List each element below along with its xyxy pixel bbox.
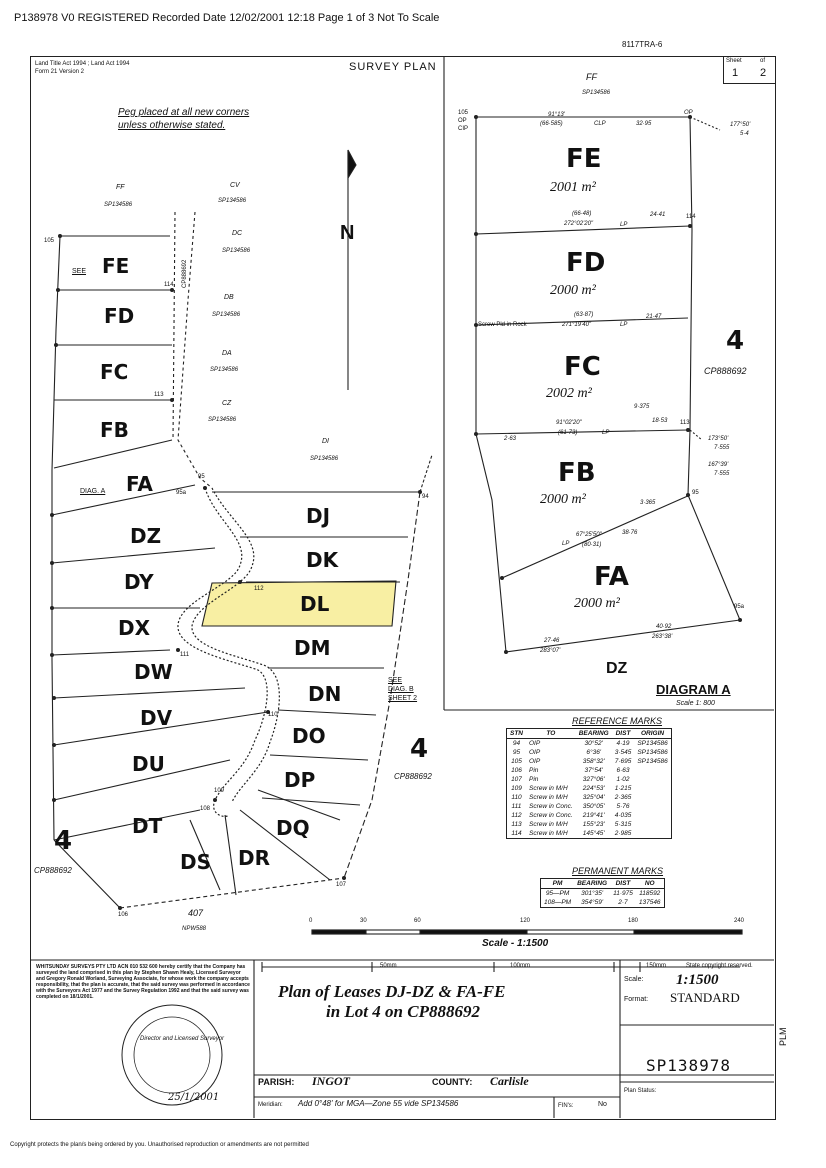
ref-cell: 155°23'	[582, 821, 605, 828]
scale-tick-30: 30	[360, 918, 367, 924]
diag-lot-fb: FB	[558, 458, 596, 488]
dim-lp1: LP	[620, 222, 628, 228]
plan-title-line2: in Lot 4 on CP888692	[326, 1002, 480, 1021]
ref-cell: SP134586	[637, 740, 668, 747]
lot-dj: DJ	[306, 504, 331, 528]
parish-label: PARISH:	[258, 1077, 295, 1087]
lot-du: DU	[132, 752, 165, 776]
diag-area-fc: 2002 m²	[546, 386, 592, 401]
adjoin-da-plan: SP134586	[210, 367, 239, 373]
dim-16739: 167°39'	[708, 462, 729, 468]
stn-94: 94	[422, 494, 429, 500]
dim-1853: 18·53	[652, 418, 668, 424]
signed-date: 25/1/2001	[168, 1092, 220, 1103]
road-number: 407	[188, 908, 204, 918]
dim-54: 5·4	[740, 131, 749, 137]
cp-label-left: CP888692	[34, 866, 72, 875]
ref-marks-title: REFERENCE MARKS	[572, 716, 663, 726]
dim-lp3: LP	[602, 430, 610, 436]
lot-fd: FD	[104, 304, 135, 328]
meridian-label: Meridian:	[258, 1102, 283, 1108]
dim-7555a: 7·555	[714, 445, 730, 451]
road-cp-label: CP888692	[182, 259, 188, 288]
dim-fa-bearing: 67°25'50"	[576, 532, 602, 538]
lot-dx: DX	[118, 616, 151, 640]
ref-cell: 219°41'	[582, 812, 605, 819]
ref-cell	[634, 820, 671, 829]
stn-113: 113	[154, 392, 164, 398]
dim-op: OP	[684, 110, 693, 116]
ref-col-stn: STN	[507, 729, 527, 739]
ref-cell: Pin	[529, 776, 539, 783]
fins-label: FIN's:	[558, 1103, 574, 1109]
adjoin-cz-plan: SP134586	[208, 417, 237, 423]
dim-9375: 9·375	[634, 404, 650, 410]
meridian-value: Add 0°48' for MGA—Zone 55 vide SP134586	[298, 1099, 459, 1108]
ref-row	[507, 784, 672, 793]
lot-dy: DY	[124, 570, 154, 594]
format-field-label: Format:	[624, 996, 649, 1003]
ref-cell: 5·76	[616, 803, 630, 810]
ref-cell: 5·315	[614, 821, 632, 828]
dim-fe-fd: (66·48)	[572, 211, 592, 217]
ruler-100mm: 100mm	[510, 963, 531, 969]
diag-lot-4: 4	[726, 326, 745, 356]
ref-cell: 1·02	[616, 776, 630, 783]
reference-marks-table	[506, 728, 672, 839]
perm-col-dist: DIST	[610, 879, 636, 889]
signature-line: Director and Licensed Surveyor	[140, 1036, 225, 1042]
ref-code: 8117TRA-6	[622, 40, 663, 49]
perm-cell: 301°35'	[581, 890, 604, 897]
plan-number: SP138978	[646, 1056, 732, 1075]
stn-107: 107	[336, 882, 347, 888]
ref-cell	[634, 802, 671, 811]
lot-dp: DP	[284, 768, 316, 792]
stn-109: 109	[214, 788, 225, 794]
form-line: Form 21 Version 2	[35, 69, 85, 75]
ref-cell: 327°06'	[582, 776, 605, 783]
ref-cell: 106	[511, 767, 522, 774]
scale-label: Scale - 1:1500	[482, 938, 549, 949]
diagram-a-scale: Scale 1: 800	[676, 700, 715, 707]
acts-line: Land Title Act 1994 ; Land Act 1994	[35, 61, 130, 67]
format-field-value: STANDARD	[670, 990, 740, 1005]
sheet-total: 2	[760, 67, 767, 79]
lot-ds: DS	[180, 850, 212, 874]
stn-112: 112	[254, 586, 264, 592]
ref-cell: 112	[511, 812, 522, 819]
perm-col-bearing: BEARING	[574, 879, 610, 889]
ref-row	[507, 802, 672, 811]
dim-2441: 24·41	[650, 212, 666, 218]
diag-stn-105: 105	[458, 110, 469, 116]
ref-row	[507, 757, 672, 766]
diag-stn-95: 95	[692, 490, 699, 496]
perm-cell: 137546	[638, 899, 661, 906]
perm-row	[541, 898, 665, 908]
dim-17750: 177°50'	[730, 122, 751, 128]
scale-tick-60: 60	[414, 918, 421, 924]
ref-cell: 6·63	[616, 767, 630, 774]
ref-cell: 37°54'	[584, 767, 603, 774]
adjoin-db-lot: DB	[224, 294, 234, 301]
lot-dk: DK	[306, 548, 339, 572]
ref-row	[507, 775, 672, 784]
sheet-no: 1	[732, 67, 739, 79]
registration-line: P138978 V0 REGISTERED Recorded Date 12/02/2001 12:18 Page 1 of 3 Not To Scale	[14, 12, 440, 24]
adjoin-di-plan: SP134586	[310, 456, 339, 462]
perm-col-no: NO	[636, 879, 664, 889]
lot-fb: FB	[100, 418, 129, 442]
ref-cell: 111	[511, 803, 522, 810]
dim-fc-fb-bearing: 91°02'20"	[556, 420, 582, 426]
fins-value: No	[598, 1101, 607, 1108]
diag-area-fb: 2000 m²	[540, 492, 586, 507]
stn-110: 110	[268, 712, 278, 718]
lot-dm: DM	[294, 636, 331, 660]
diag-lot-fa: FA	[594, 562, 629, 592]
perm-col-pm: PM	[541, 879, 575, 889]
lot-dq: DQ	[276, 816, 310, 840]
ref-cell	[634, 775, 671, 784]
ref-cell	[634, 793, 671, 802]
ref-cell: 94	[512, 740, 521, 747]
lot-do: DO	[292, 724, 326, 748]
adjoin-dc-plan: SP134586	[222, 248, 251, 254]
ref-cell: OIP	[529, 749, 541, 756]
ref-col-to: TO	[526, 729, 576, 739]
scale-field-value: 1:1500	[676, 972, 719, 988]
lot-fe: FE	[102, 254, 130, 278]
adjoin-dc-lot: DC	[232, 230, 243, 237]
diag-a-ref: DIAG. A	[80, 488, 106, 495]
perm-cell: 11·975	[613, 890, 633, 897]
surveyor-certificate: WHITSUNDAY SURVEYS PTY LTD ACN 010 532 600 hereby certify that the Company has surveyed the land comprised in this plan by Stephen Shawn Healy, Licensed Surveyor and Gregory Ronald Worland, Surveying Associate, for whose work the company accepts responsibility, that the plan is accurate, that the said survey was performed in accordance with the Surveyors Act 1977 and the Survey Regulation 1992 and that the said survey was completed on 18/1/2001.	[36, 964, 250, 1000]
diag-area-fd: 2000 m²	[550, 283, 596, 298]
ref-cell: SP134586	[637, 749, 668, 756]
ref-cell: 358°32'	[582, 758, 605, 765]
adjoin-db-plan: SP134586	[212, 312, 241, 318]
lot-dl: DL	[300, 592, 330, 616]
ref-cell: 325°04'	[582, 794, 605, 801]
ref-cell: 109	[511, 785, 522, 792]
ref-cell: 113	[511, 821, 522, 828]
perm-row	[541, 889, 665, 899]
ref-row	[507, 766, 672, 775]
ref-cell: 2·985	[614, 830, 632, 837]
ref-cell: Pin	[529, 767, 539, 774]
ref-row	[507, 829, 672, 839]
dim-fd-fc-bearing: 271°19'40"	[562, 322, 592, 328]
diag-stn-op: OP	[458, 118, 467, 124]
ref-cell: 3·545	[614, 749, 632, 756]
lot-fc: FC	[100, 360, 129, 384]
ref-row	[507, 793, 672, 802]
lot-fa: FA	[126, 472, 153, 496]
adjoin-cv-plan: SP134586	[218, 198, 247, 204]
permanent-marks-table	[540, 878, 665, 908]
adjoin-cz-lot: CZ	[222, 400, 232, 407]
lot-dv: DV	[140, 706, 173, 730]
ruler-50mm: 50mm	[380, 963, 397, 969]
stn-95: 95	[198, 474, 205, 480]
diag-lot-fe: FE	[566, 144, 602, 174]
ref-cell: 6°36'	[586, 749, 602, 756]
copyright-footer: Copyright protects the plan/s being ordered by you. Unauthorised reproduction or amendments are not permitted	[10, 1142, 309, 1148]
ref-cell: Screw in M/H	[529, 830, 568, 837]
diag-area-fa: 2000 m²	[574, 596, 620, 611]
ref-cell: 95	[512, 749, 521, 756]
dim-4092: 40·92	[656, 624, 672, 630]
dim-top-clp: CLP	[594, 121, 606, 127]
ref-row	[507, 748, 672, 757]
diagram-a-title: DIAGRAM A	[656, 682, 731, 697]
ref-cell	[634, 784, 671, 793]
dim-lp2: LP	[620, 322, 628, 328]
ref-cell	[634, 766, 671, 775]
ref-row	[507, 739, 672, 749]
dim-screw: Screw Pld in Rock	[478, 322, 527, 328]
dim-fc-fb-dist: (61·73)	[558, 430, 578, 436]
ref-cell: 114	[511, 830, 522, 837]
ref-cell: Screw in M/H	[529, 785, 568, 792]
perm-cell: 118592	[639, 890, 661, 897]
dim-lp4: LP	[562, 541, 570, 547]
see-diag-b: SEE DIAG. B SHEET 2	[388, 677, 418, 702]
ref-cell: 105	[511, 758, 522, 765]
dim-2746: 27·46	[544, 638, 560, 644]
lot-dn: DN	[308, 682, 342, 706]
diag-stn-cip: CIP	[458, 126, 469, 132]
plan-title-line1: Plan of Leases DJ-DZ & FA-FE	[278, 982, 506, 1001]
perm-cell: 95—PM	[545, 890, 570, 897]
dim-263: 2·63	[504, 436, 517, 442]
stn-114: 114	[164, 282, 174, 288]
sheet-title: SURVEY PLAN	[349, 61, 437, 73]
ref-cell: 224°53'	[582, 785, 605, 792]
dim-top-dist: (66·585)	[540, 121, 563, 127]
ref-cell: Screw in Conc.	[529, 803, 573, 810]
scale-tick-240: 240	[734, 918, 745, 924]
dim-7555b: 7·555	[714, 471, 730, 477]
diag-area-fe: 2001 m²	[550, 180, 596, 195]
county-label: COUNTY:	[432, 1077, 473, 1087]
scale-tick-0: 0	[309, 918, 313, 924]
cp-label-main: CP888692	[394, 772, 432, 781]
adjoin-cv-lot: CV	[230, 182, 240, 189]
scale-tick-180: 180	[628, 918, 639, 924]
scale-tick-120: 120	[520, 918, 531, 924]
ref-cell: SP134586	[637, 758, 668, 765]
diag-lot-fc: FC	[564, 352, 601, 382]
plan-status-label: Plan Status:	[624, 1088, 657, 1094]
ref-cell: OIP	[529, 758, 541, 765]
diag-lot-fd: FD	[566, 248, 606, 278]
dim-26338: 263°38'	[652, 634, 673, 640]
diag-stn-113: 113	[680, 420, 690, 426]
ref-cell: Screw in M/H	[529, 821, 568, 828]
diag-stn-114: 114	[686, 214, 696, 220]
diag-stn-95a: 95a	[734, 604, 745, 610]
dim-28307: 283°07'	[540, 648, 561, 654]
ref-row	[507, 820, 672, 829]
dim-fd-fc: (63·87)	[574, 312, 594, 318]
lot-dw: DW	[134, 660, 173, 684]
ref-cell: 4·035	[614, 812, 632, 819]
adjoin-ff-plan: SP134586	[104, 202, 133, 208]
ref-col-bearing: BEARING	[576, 729, 612, 739]
adjoin-da-lot: DA	[222, 350, 232, 357]
lot-4-main: 4	[410, 734, 429, 764]
ref-cell: 30°52'	[584, 740, 603, 747]
ref-cell: 145°45'	[582, 830, 605, 837]
lot-dz: DZ	[130, 524, 162, 548]
perm-marks-title: PERMANENT MARKS	[572, 866, 664, 876]
lot-4-left: 4	[54, 826, 73, 856]
ref-cell: 110	[511, 794, 522, 801]
adjoin-di-lot: DI	[322, 438, 329, 445]
ref-row	[507, 811, 672, 820]
see-label: SEE	[72, 268, 87, 275]
ref-cell: 4·19	[616, 740, 630, 747]
ruler-150mm: 150mm	[646, 963, 667, 969]
dim-17350: 173°50'	[708, 436, 729, 442]
perm-cell: 2·7	[618, 899, 628, 906]
stn-106: 106	[118, 912, 129, 918]
ref-cell: 7·695	[614, 758, 632, 765]
ref-cell: 107	[511, 776, 522, 783]
dim-fe-fd-bearing: 272°02'20"	[564, 221, 594, 227]
dim-2147: 21·47	[646, 314, 662, 320]
lot-dr: DR	[238, 846, 271, 870]
ref-col-origin: ORIGIN	[634, 729, 671, 739]
diag-cp-label: CP888692	[704, 366, 747, 376]
copyright-note: State copyright reserved.	[686, 963, 753, 969]
parish-value: INGOT	[312, 1074, 350, 1088]
ref-cell: OIP	[529, 740, 541, 747]
scale-field-label: Scale:	[624, 976, 644, 983]
diag-adjoin-ff-plan: SP134586	[582, 90, 611, 96]
ref-cell: Screw in Conc.	[529, 812, 573, 819]
peg-note: Peg placed at all new corners unless otherwise stated.	[118, 107, 250, 131]
ref-col-dist: DIST	[612, 729, 635, 739]
side-code: PLM	[778, 1027, 788, 1046]
dim-3365: 3·365	[640, 500, 656, 506]
sheet-number-box: Sheet of 1 2	[723, 57, 775, 84]
stn-105: 105	[44, 238, 55, 244]
dim-fa-dist: (80·31)	[582, 542, 602, 548]
stn-95a: 95a	[176, 490, 187, 496]
adjoin-ff-lot: FF	[116, 184, 125, 191]
ref-cell: Screw in M/H	[529, 794, 568, 801]
dim-3295: 32·95	[636, 121, 652, 127]
ref-cell: 350°05'	[582, 803, 605, 810]
county-value: Carlisle	[490, 1074, 529, 1088]
dim-3876: 38·76	[622, 530, 638, 536]
diag-adjoin-ff: FF	[586, 72, 597, 82]
dim-top-bearing: 91°13'	[548, 112, 565, 118]
ref-cell	[634, 829, 671, 839]
perm-cell: 108—PM	[544, 899, 572, 906]
ref-cell	[634, 811, 671, 820]
lot-dt: DT	[132, 814, 163, 838]
diag-lot-dz: DZ	[606, 660, 628, 677]
north-icon: N	[340, 222, 355, 244]
ref-cell: 1·215	[614, 785, 632, 792]
road-plan: NPW588	[182, 926, 207, 932]
ref-cell: 2·365	[614, 794, 632, 801]
perm-cell: 354°59'	[581, 899, 604, 906]
stn-108: 108	[200, 806, 211, 812]
stn-111: 111	[180, 652, 190, 658]
